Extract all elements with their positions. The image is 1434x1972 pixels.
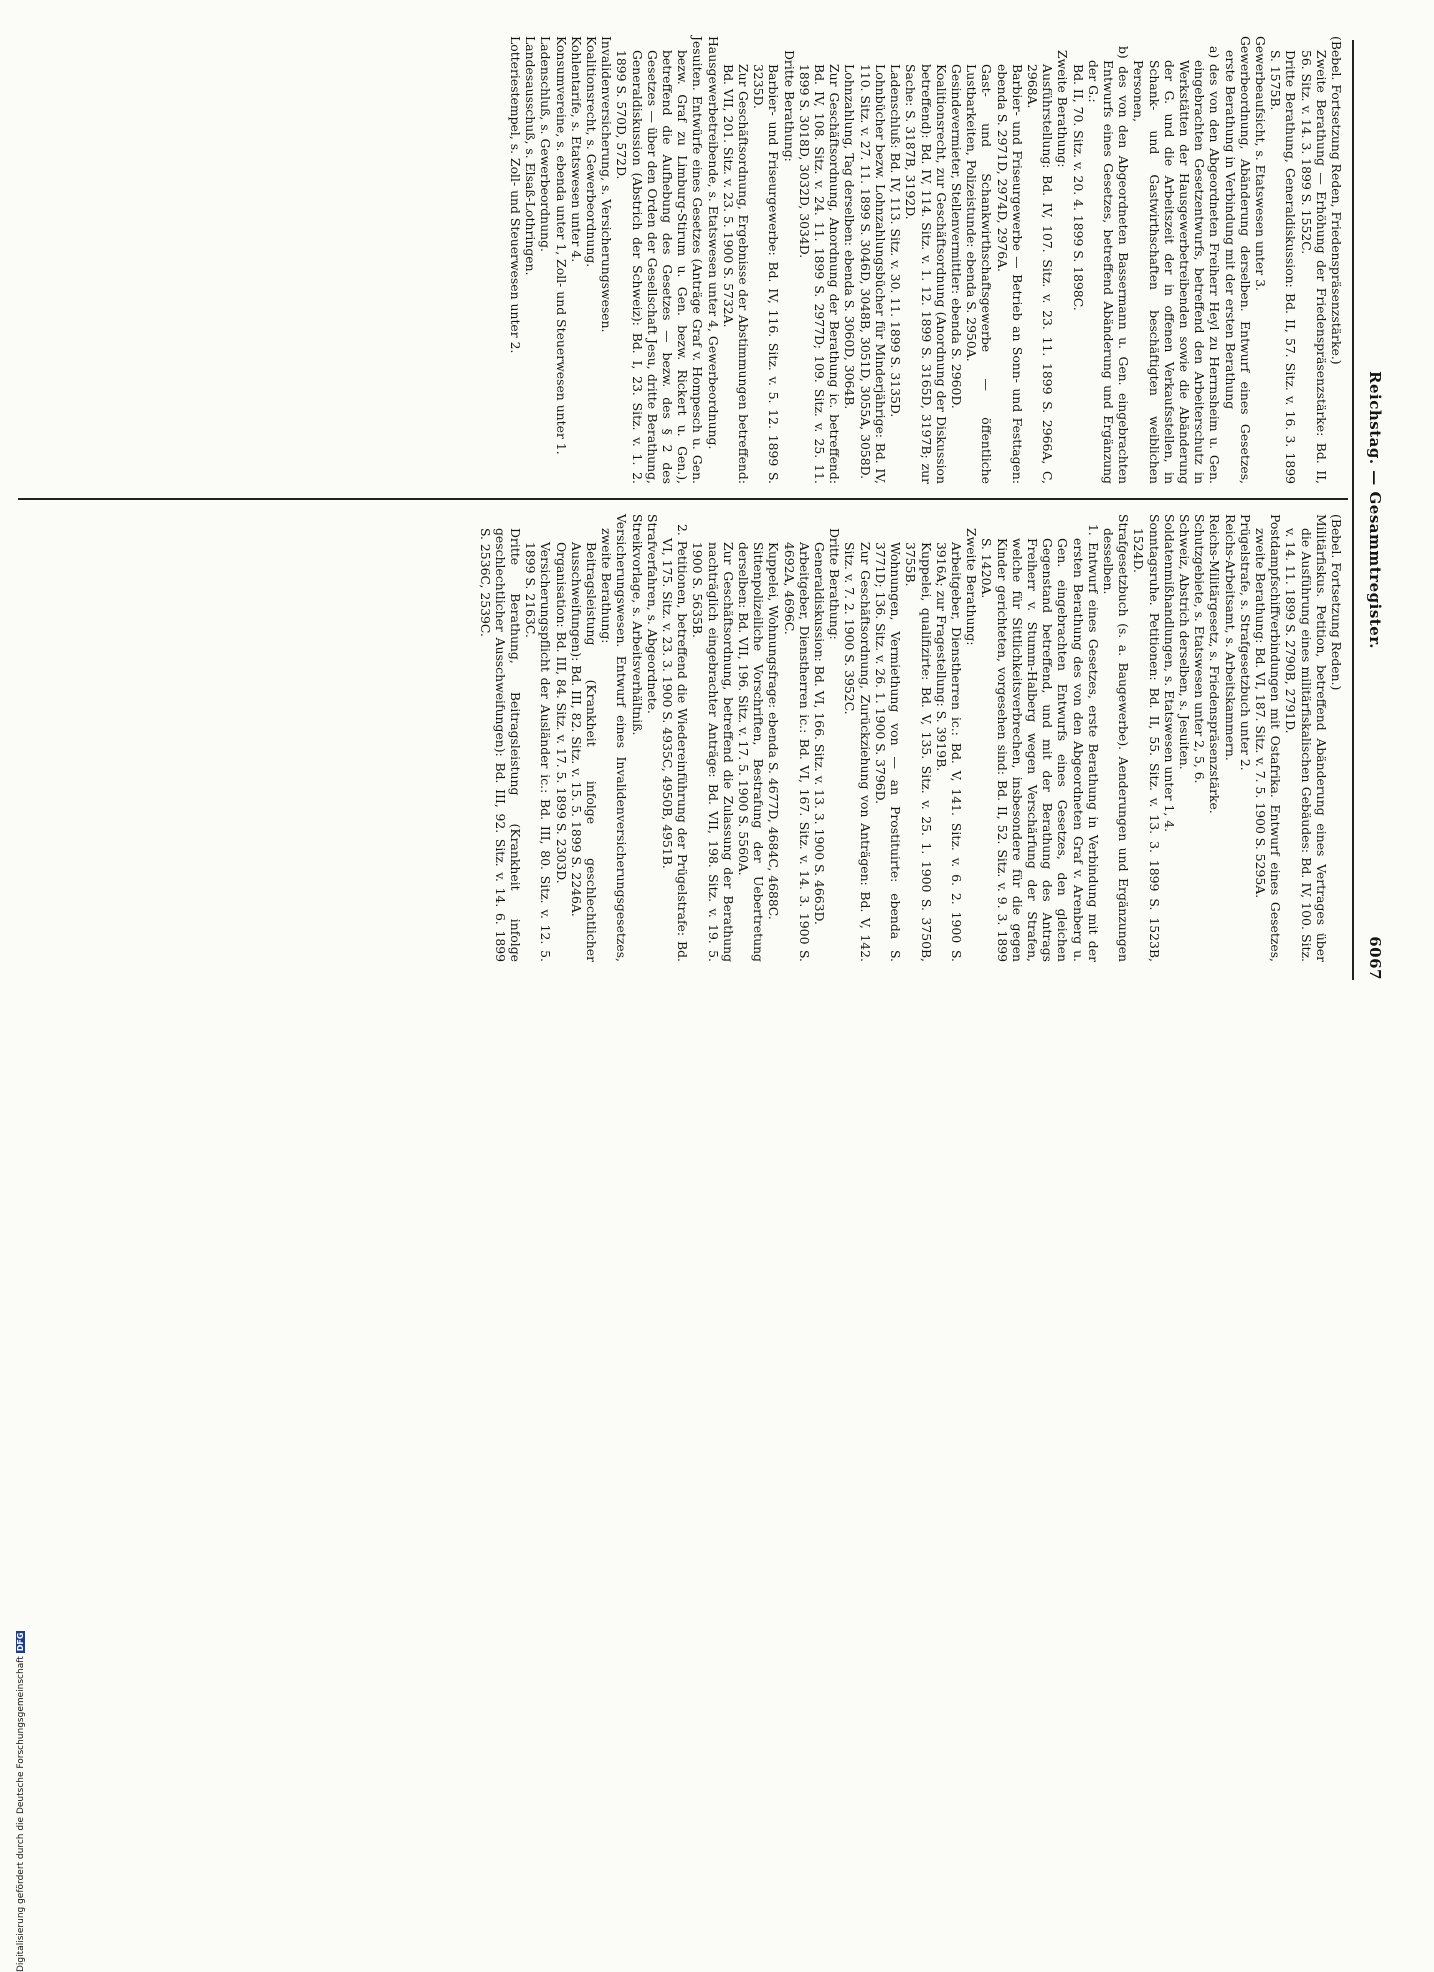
register-entry: Dritte Berathung, Beitragsleistung (Krankheit infolge geschlechtlicher Ausschweifungen): Bd. III, 92. Sitz. v. 14. 6. 1899 S. 2536C, 2539C. (477, 528, 524, 962)
register-entry: Generaldiskussion: Bd. VI, 166. Sitz. v. 13. 3. 1900 S. 4663D. (812, 542, 828, 925)
register-entry: 1. Entwurf eines Gesetzes, erste Berathung in Verbindung mit der ersten Berathung des von den Abgeordneten Graf v. Arenberg u. Gen. eingebrachten Entwurfs eines Gesetzes, den gleichen Gegenstand betreffend, und mit der Berathung des Antrags Freiherr v. Stumm-Halberg wegen Verschärfung der Strafen, welche für Sittlichkeitsverbrechen, insbesondere für die gegen Kinder gerichteten, vorgesehen sind: Bd. II, 52. Sitz. v. 9. 3. 1899 S. 1420A. (979, 524, 1101, 962)
column-divider (18, 498, 1348, 500)
register-entry: Soldatenmißhandlungen, s. Etatswesen unter 1, 4. (1161, 514, 1177, 833)
register-entry: Reichs-Militärgesetz, s. Friedenspräsenzstärke. (1207, 514, 1223, 814)
register-entry: Dritte Berathung, Generaldiskussion: Bd. II, 57. Sitz. v. 16. 3. 1899 S. 1575B. (1268, 50, 1299, 484)
register-entry: Postdampfschiffverbindungen mit Ostafrika. Entwurf eines Gesetzes, zweite Berathung: Bd. VI, 187. Sitz. v. 7. 5. 1900 S. 5295A. (1252, 514, 1284, 962)
register-entry: Gewerbeordnung, Abänderung derselben. Entwurf eines Gesetzes, erste Berathung in Verbindung mit der ersten Berathung (1222, 36, 1253, 484)
register-entry: Wohnungen, Vermiethung von — an Prostituirte: ebenda S. 3771D; 136. Sitz. v. 26. 1. 1900 S. 3796D. (872, 542, 904, 962)
register-entry: b) des von den Abgeordneten Bassermann u. Gen. eingebrachten Entwurfs eines Gesetzes, betreffend Abänderung und Ergänzung der G.: (1085, 46, 1132, 484)
register-entry: Ladenschluß: Bd. IV, 113. Sitz. v. 30. 11. 1899 S. 3135D. (888, 64, 904, 418)
register-entry: Zur Geschäftsordnung, Ergebnisse der Abstimmungen betreffend: Bd. VII, 201. Sitz. v. 23. 5. 1900 S. 5732A. (720, 64, 752, 484)
register-entry: Kohlentarife, s. Etatswesen unter 4. (568, 36, 584, 263)
register-entry: Reichs-Arbeitsamt, s. Arbeitskammern. (1222, 514, 1238, 761)
register-entry: Ladenschluß, s. Gewerbeordnung. (538, 36, 554, 252)
register-entry: Barbier- und Friseurgewerbe — Betrieb an Sonn- und Festtagen: ebenda S. 2971D, 2974D, 2976A. (994, 64, 1025, 484)
register-entry: Gewerbeaufsicht, s. Etatswesen unter 3. (1252, 36, 1268, 291)
left-column (508, 36, 1344, 484)
register-entry: (Bebel. Fortsetzung Reden.) (1329, 514, 1344, 691)
register-entry: Koalitionsrecht, zur Geschäftsordnung (Anordnung der Diskussion betreffend): Bd. IV, 114. Sitz. v. 1. 12. 1899 S. 3165D, 3197B; zur Sache: S. 3187B, 3192D. (903, 64, 949, 484)
register-entry: Konsumvereine, s. ebenda unter 1, Zoll- und Steuerwesen unter 1. (553, 36, 569, 455)
register-entry: Zweite Berathung — Erhöhung der Friedenspräsenzstärke: Bd. II, 56. Sitz. v. 14. 3. 1899 S. 1552C. (1298, 50, 1329, 484)
register-entry: Lotteriestempel, s. Zoll- und Steuerwesen unter 2. (508, 36, 524, 354)
digitization-note (16, 982, 32, 1972)
header-title: Reichstag. — Gesammtregister. (1366, 371, 1384, 649)
register-entry: Invalidenversicherung, s. Versicherungswesen. (599, 36, 615, 333)
register-entry: Dritte Berathung: (781, 50, 797, 162)
register-entry: Koalitionsrecht, s. Gewerbeordnung. (584, 36, 600, 268)
register-entry: Beitragsleistung (Krankheit infolge geschlechtlicher Ausschweifungen): Bd. III, 82. Sitz. v. 15. 5. 1899 S. 2246A. (568, 542, 600, 962)
register-entry: Kuppelei, qualifizirte: Bd. V, 135. Sitz. v. 25. 1. 1900 S. 3750B, 3755B. (903, 542, 934, 962)
register-entry: Lohnbücher bezw. Lohnzahlungsbücher für Minderjährige: Bd. IV, 110. Sitz. v. 27. 11. 1899 S. 3046D, 3048B, 3051D, 3055A, 3058D. (857, 64, 888, 484)
register-entry: Sittenpolizeiliche Vorschriften, Bestrafung der Uebertretung derselben: Bd. VII, 196. Sitz. v. 17. 5. 1900 S. 5560A. (736, 542, 767, 962)
register-entry: Organisation: Bd. III, 84. Sitz. v. 17. 5. 1899 S. 2303D. (553, 542, 569, 884)
register-entry: Prügelstrafe, s. Strafgesetzbuch unter 2. (1237, 514, 1253, 771)
register-entry: Lohnzahlung, Tag derselben: ebenda S. 3060D, 3064B. (842, 64, 858, 410)
register-entry: Jesuiten. Entwürfe eines Gesetzes (Anträge Graf v. Hompesch u. Gen. bezw. Graf zu Limburg-Stirum u. Gen. bezw. Rickert u. Gen.), betreffend die Aufhebung des Gesetzes — bezw. des § 2 des Gesetzes — über den Orden der Gesellschaft Jesu, dritte Berathung, Generaldiskussion (Abstrich der Schweiz): Bd. I, 23. Sitz. v. 1. 2. 1899 S. 570D, 572D. (614, 36, 706, 484)
register-entry: Schutzgebiete, s. Etatswesen unter 2, 5, 6. (1192, 514, 1208, 784)
register-entry: a) des von den Abgeordneten Freiherr Heyl zu Herrnsheim u. Gen. eingebrachten Gesetzentwurfs, betreffend den Arbeiterschutz in Werkstätten der Hausgewerbetreibenden sowie die Abänderung der G. und die Arbeitszeit der in offenen Verkaufsstellen, in Schank- und Gastwirthschaften beschäftigten weiblichen Personen, (1131, 46, 1223, 484)
register-entry: Kuppelei, Wohnungsfrage: ebenda S. 4677D, 4684C, 4688C. (766, 542, 782, 920)
page-number: 6067 (1366, 936, 1384, 980)
register-entry: Arbeitgeber, Dienstherren ic.: Bd. V, 141. Sitz. v. 6. 2. 1900 S. 3916A; zur Fragestellung: S. 3919B. (933, 542, 964, 962)
register-entry: Militärfiskus. Petition, betreffend Abänderung eines Vertrages über die Ausführung eines militärfiskalischen Gebäudes: Bd. IV, 100. Sitz. v. 14. 11. 1899 S. 2790B, 2791D. (1283, 514, 1329, 962)
register-entry: Zur Geschäftsordnung, Anordnung der Berathung ic. betreffend: Bd. IV, 108. Sitz. v. 24. 11. 1899 S. 2977D; 109. Sitz. v. 25. 11. 1899 S. 3018D, 3032D, 3034D. (796, 64, 843, 484)
register-entry: Landesausschuß, s. Elsaß-Lothringen. (523, 36, 539, 276)
register-entry: Zur Geschäftsordnung, Zurückziehung von Anträgen: Bd. V, 142. Sitz. v. 7. 2. 1900 S. 3952C. (842, 542, 873, 962)
register-entry: Sonntagsruhe. Petitionen: Bd. II, 55. Sitz. v. 13. 3. 1899 S. 1523B, 1524D. (1131, 514, 1162, 962)
register-entry: Barbier- und Friseurgewerbe: Bd. IV, 116. Sitz. v. 5. 12. 1899 S. 3235D. (751, 64, 782, 484)
header-rule (1352, 40, 1354, 980)
register-entry: 2. Petitionen, betreffend die Wiedereinführung der Prügelstrafe: Bd. VI, 175. Sitz. v. 23. 3. 1900 S. 4935C, 4950B, 4951B. (660, 524, 691, 962)
register-entry: Versicherungspflicht der Ausländer ic.: Bd. III, 80. Sitz. v. 12. 5. 1899 S. 2163C. (523, 542, 554, 962)
register-entry: Dritte Berathung: (827, 528, 843, 640)
register-entry: Arbeitgeber, Dienstherren ic.: Bd. VI, 167. Sitz. v. 14. 3. 1900 S. 4692A, 4696C. (781, 542, 812, 962)
right-column (477, 514, 1344, 962)
digitization-note-text: Digitalisierung gefördert durch die Deutsche Forschungsgemeinschaft (16, 1656, 26, 1972)
register-entry: Bd. II, 70. Sitz. v. 20. 4. 1899 S. 1898C. (1070, 64, 1086, 311)
page-header (1358, 40, 1384, 980)
register-entry: Strafverfahren, s. Abgeordnete. (644, 514, 660, 714)
register-entry: Zweite Berathung: (1055, 50, 1071, 168)
dfg-logo: DFG (16, 1632, 25, 1652)
register-entry: Versicherungswesen. Entwurf eines Invalidenversicherungsgesetzes, zweite Berathung: (599, 514, 630, 962)
register-entry: Ausführstellung: Bd. IV, 107. Sitz. v. 23. 11. 1899 S. 2966A, C, 2968A. (1024, 64, 1056, 484)
register-entry: Strafgesetzbuch (s. a. Baugewerbe). Aenderungen und Ergänzungen desselben. (1100, 514, 1132, 962)
register-entry: Schweiz, Abstrich derselben, s. Jesuiten. (1176, 514, 1192, 770)
register-entry: Streikvorlage, s. Arbeitsverhältniß. (629, 514, 645, 736)
register-entry: Gesindevermieter, Stellenvermittler: ebenda S. 2960D. (948, 64, 964, 409)
register-entry: Gast- und Schankwirthschaftsgewerbe — öffentliche Lustbarkeiten, Polizeistunde: ebenda S. 2950A. (964, 64, 995, 484)
register-entry: Zur Geschäftsordnung, betreffend die Zulassung der Berathung nachträglich eingebrachter Anträge: Bd. VII, 198. Sitz. v. 19. 5. 1900 S. 5635B. (690, 542, 736, 962)
register-entry: (Bebel. Fortsetzung Reden, Friedenspräsenzstärke.) (1329, 36, 1344, 365)
register-entry: Hausgewerbetreibende, s. Etatswesen unter 4, Gewerbeordnung. (705, 36, 721, 450)
register-entry: Zweite Berathung: (964, 528, 980, 646)
